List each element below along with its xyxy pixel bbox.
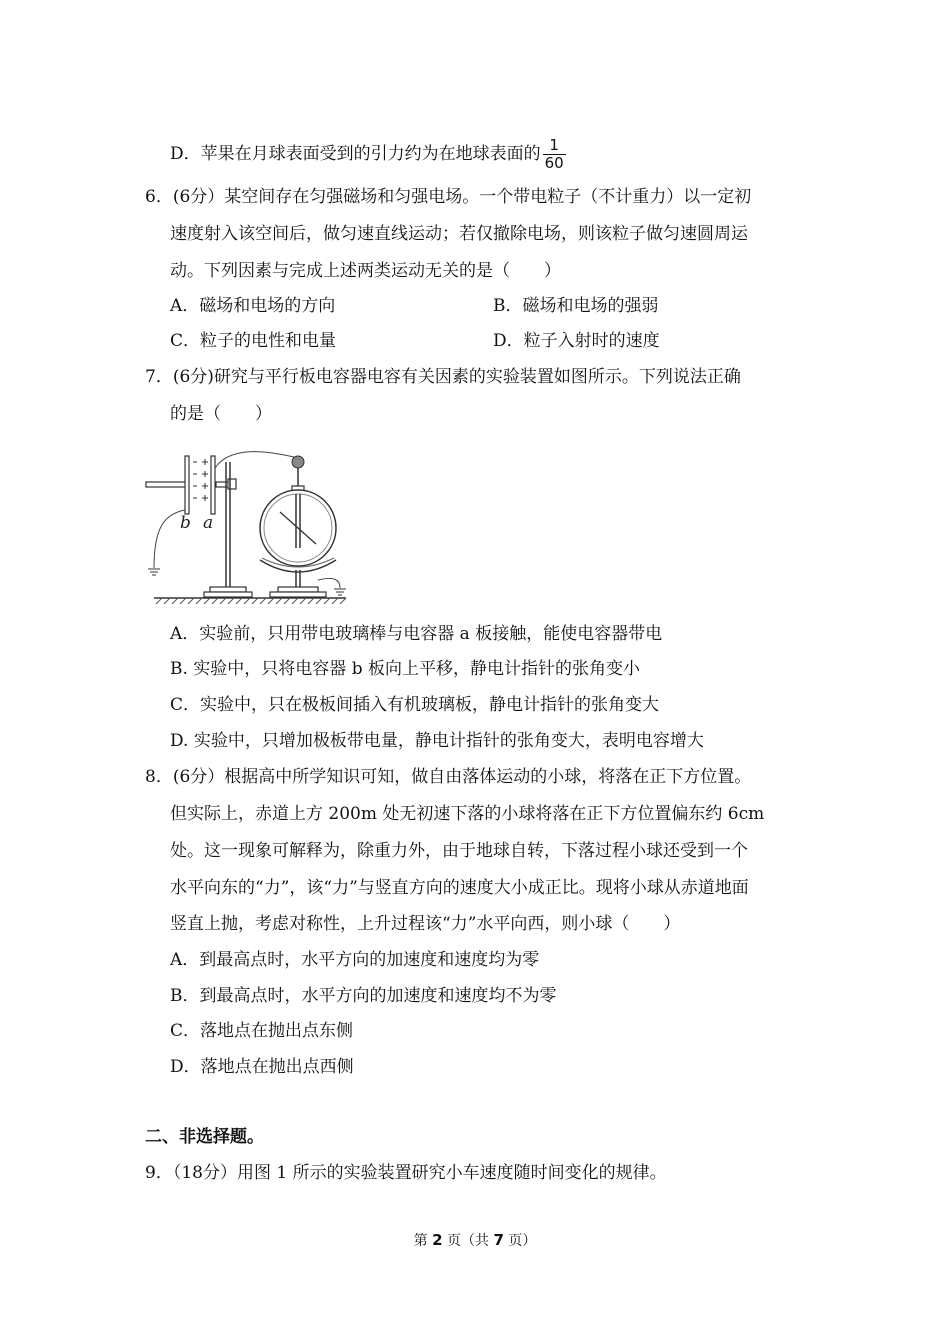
q7-stem-line-2: 的是（ ） <box>170 404 272 424</box>
q6-stem-line-2: 速度射入该空间后，做匀速直线运动；若仅撤除电场，则该粒子做匀速圆周运 <box>170 224 748 244</box>
q8-option-c: C．落地点在抛出点东侧 <box>170 1021 354 1041</box>
q6-option-a: A．磁场和电场的方向 <box>170 296 336 316</box>
page-footer <box>0 1228 950 1253</box>
fraction-numerator: 1 <box>543 137 566 155</box>
section-heading: 二、非选择题。 <box>145 1127 264 1147</box>
q6-option-c: C．粒子的电性和电量 <box>170 331 337 351</box>
footer-prefix: 第 <box>413 1233 428 1249</box>
footer-mid: 页（共 <box>447 1233 489 1249</box>
fraction <box>543 137 566 172</box>
q7-option-a: A．实验前，只用带电玻璃棒与电容器 a 板接触，能使电容器带电 <box>170 624 663 644</box>
q8-option-d: D．落地点在抛出点西侧 <box>170 1057 354 1077</box>
footer-page-number: 2 <box>432 1231 443 1249</box>
q8-option-a: A．到最高点时，水平方向的加速度和速度均为零 <box>170 950 540 970</box>
q7-option-c: C．实验中，只在极板间插入有机玻璃板，静电计指针的张角变大 <box>170 695 660 715</box>
footer-total-pages: 7 <box>493 1231 504 1249</box>
q7-stem-line-1: 7．(6分)研究与平行板电容器电容有关因素的实验装置如图所示。下列说法正确 <box>145 367 741 387</box>
plate-label-a: a <box>203 513 214 533</box>
q6-stem-line-1: 6．(6分）某空间存在匀强磁场和匀强电场。一个带电粒子（不计重力）以一定初 <box>145 187 752 207</box>
q6-option-d: D．粒子入射时的速度 <box>493 331 660 351</box>
footer-suffix: 页） <box>508 1233 537 1249</box>
capacitor-electroscope-figure <box>140 448 360 608</box>
q7-option-b: B. 实验中，只将电容器 b 板向上平移，静电计指针的张角变小 <box>170 659 640 679</box>
q9-stem-line-1: 9．（18分）用图 1 所示的实验装置研究小车速度随时间变化的规律。 <box>145 1163 667 1183</box>
q8-stem-line-2: 但实际上，赤道上方 200m 处无初速下落的小球将落在正下方位置偏东约 6cm <box>170 804 765 824</box>
plate-label-b: b <box>180 513 191 533</box>
q8-option-b: B．到最高点时，水平方向的加速度和速度均不为零 <box>170 986 557 1006</box>
q8-stem-line-5: 竖直上抛，考虑对称性，上升过程该“力”水平向西，则小球（ ） <box>170 914 681 934</box>
fraction-denominator: 60 <box>544 154 564 172</box>
q6-stem-line-3: 动。下列因素与完成上述两类运动无关的是（ ） <box>170 261 561 281</box>
q6-option-b: B．磁场和电场的强弱 <box>493 296 659 316</box>
q8-stem-line-3: 处。这一现象可解释为，除重力外，由于地球自转，下落过程小球还受到一个 <box>170 841 748 861</box>
q5-option-d <box>170 137 566 172</box>
q7-option-d: D. 实验中，只增加极板带电量，静电计指针的张角变大，表明电容增大 <box>170 731 704 751</box>
q5-option-d-text: D．苹果在月球表面受到的引力约为在地球表面的 <box>170 144 541 164</box>
q8-stem-line-4: 水平向东的“力”，该“力”与竖直方向的速度大小成正比。现将小球从赤道地面 <box>170 878 749 898</box>
q8-stem-line-1: 8．(6分）根据高中所学知识可知，做自由落体运动的小球，将落在正下方位置。 <box>145 767 752 787</box>
